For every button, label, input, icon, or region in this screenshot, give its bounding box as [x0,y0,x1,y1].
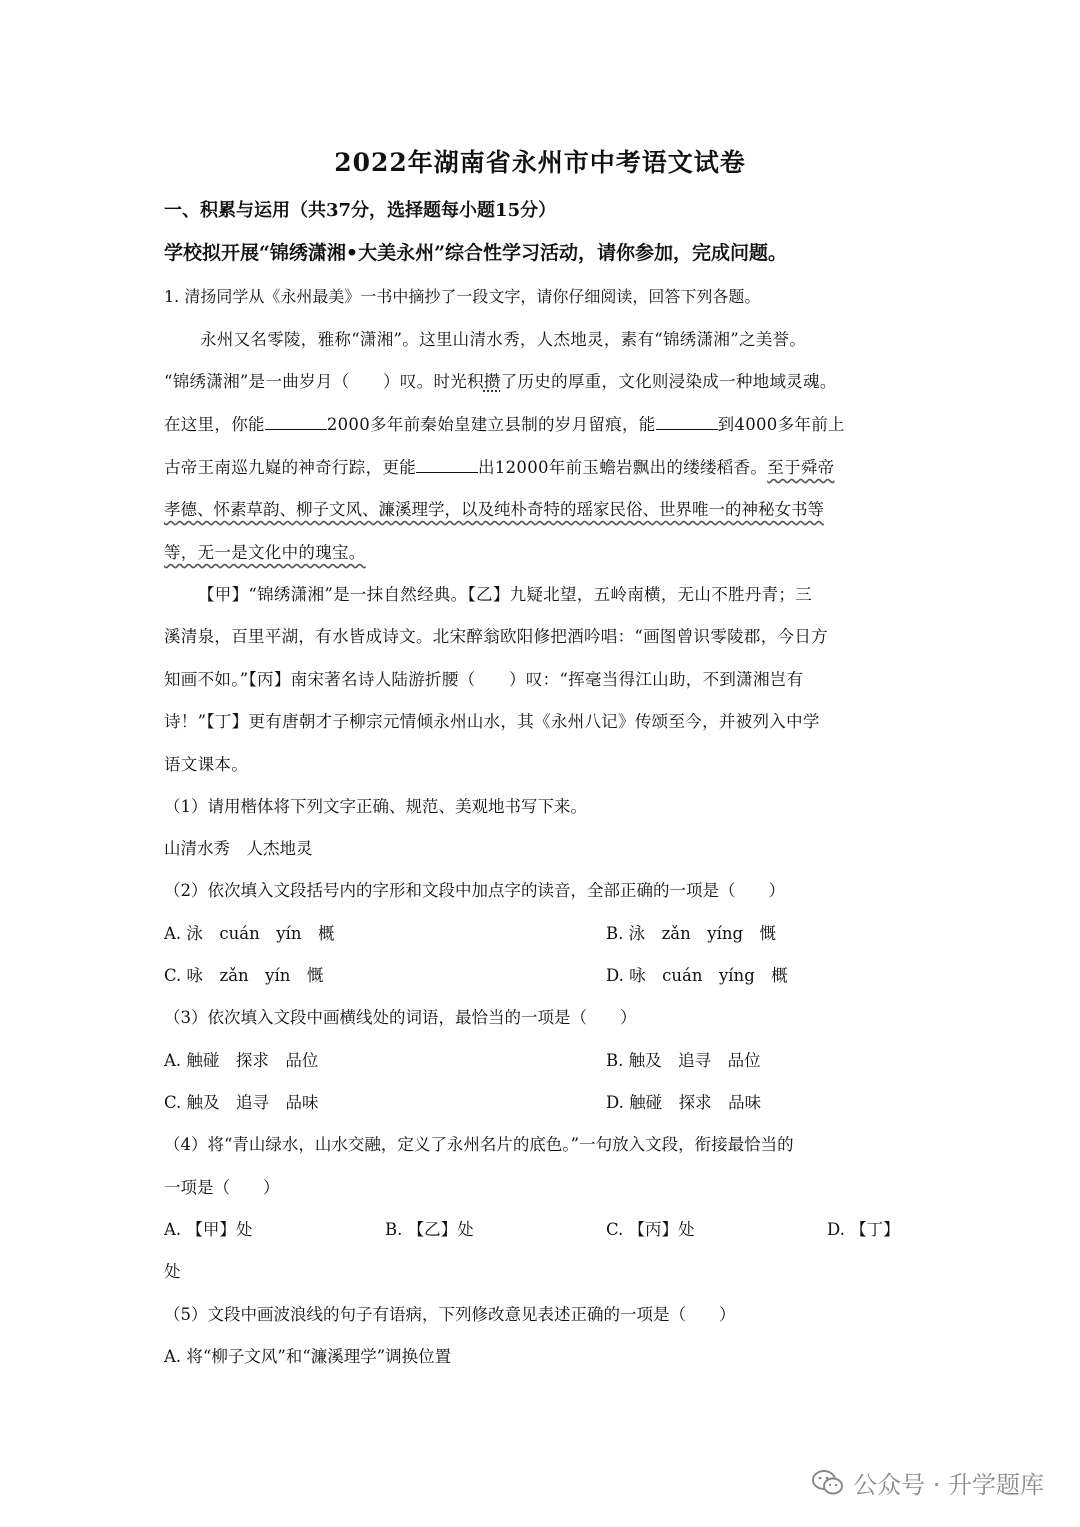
passage-line: 语文课本。 [164,755,248,774]
section-heading: 一、积累与运用（共37分，选择题每小题15分） [164,200,557,221]
option-a[interactable]: A. 泳 cuán yín 概 [164,924,335,943]
wavy-text: 至于舜帝 [767,458,835,477]
option-d[interactable]: D. 触碰 探求 品味 [606,1093,762,1112]
copy-text: 山清水秀 人杰地灵 [164,839,313,858]
subquestion-4: （4）将“青山绿水，山水交融，定义了永州名片的底色。”一句放入文段，衔接最恰当的 [164,1135,794,1154]
passage-text: 出12000年前玉蟾岩飘出的缕缕稻香。 [478,458,768,477]
fill-blank [416,458,478,473]
subquestion-2: （2）依次填入文段括号内的字形和文段中加点字的读音，全部正确的一项是（ ） [164,881,785,900]
wavy-text: 等，无一是文化中的瑰宝。 [164,543,366,562]
passage-line [164,411,924,435]
option-d-wrap: 处 [164,1262,181,1281]
passage-line: 【甲】“锦绣潇湘”是一抹自然经典。【乙】九疑北望，五岭南横，无山不胜丹青；三 [198,585,813,604]
subquestion-4-cont: 一项是（ ） [164,1178,280,1197]
option-b[interactable]: B. 触及 追寻 品位 [606,1051,761,1070]
option-a[interactable]: A. 触碰 探求 品位 [164,1051,319,1070]
activity-intro: 学校拟开展“锦绣潇湘•大美永州”综合性学习活动，请你参加，完成问题。 [164,242,788,264]
wavy-text: 孝德、怀素草韵、柳子文风、濂溪理学，以及纯朴奇特的瑶家民俗、世界唯一的神秘女书等 [164,500,824,519]
option-c[interactable]: C. 咏 zǎn yín 慨 [164,966,324,985]
passage-text: 古帝王南巡九嶷的神奇行踪，更能 [164,458,416,477]
dotted-char: 攒 [483,372,501,391]
option-c[interactable]: C. 【丙】处 [606,1220,695,1239]
option-a[interactable]: A. 【甲】处 [164,1220,253,1239]
fill-blank [265,415,327,430]
passage-line: 溪清泉，百里平湖，有水皆成诗文。北宋醉翁欧阳修把酒吟唱：“画图曾识零陵郡，今日方 [164,627,828,646]
passage-text: 2000多年前秦始皇建立县制的岁月留痕，能 [326,415,656,434]
passage-line: 知画不如。”【丙】南宋著名诗人陆游折腰（ ）叹：“挥毫当得江山助，不到潇湘岂有 [164,670,804,689]
option-b[interactable]: B. 泳 zǎn yíng 慨 [606,924,777,943]
option-d[interactable]: D. 咏 cuán yíng 概 [606,966,788,985]
option-d[interactable]: D. 【丁】 [827,1220,900,1239]
passage-text: 在这里，你能 [164,415,265,434]
passage-line [164,368,924,392]
option-b[interactable]: B. 【乙】处 [385,1220,474,1239]
passage-line: 永州又名零陵，雅称“潇湘”。这里山清水秀，人杰地灵，素有“锦绣潇湘”之美誉。 [200,330,807,349]
passage-text: 了历史的厚重，文化则浸染成一种地域灵魂。 [500,372,837,391]
watermark-text: 公众号 · 升学题库 [853,1471,1044,1499]
subquestion-5: （5）文段中画波浪线的句子有语病，下列修改意见表述正确的一项是（ ） [164,1305,736,1324]
wechat-icon [811,1469,845,1497]
passage-line: 诗！”【丁】更有唐朝才子柳宗元情倾永州山水，其《永州八记》传颂至今，并被列入中学 [164,712,820,731]
subquestion-1: （1）请用楷体将下列文字正确、规范、美观地书写下来。 [164,797,587,816]
watermark [811,1465,1044,1500]
option-a[interactable]: A. 将“柳子文风”和“濂溪理学”调换位置 [164,1347,452,1366]
fill-blank [656,415,718,430]
subquestion-3: （3）依次填入文段中画横线处的词语，最恰当的一项是（ ） [164,1008,637,1027]
passage-text: 到4000多年前上 [717,415,845,434]
passage-line [164,454,924,478]
option-c[interactable]: C. 触及 追寻 品味 [164,1093,319,1112]
question-1: 1. 清扬同学从《永州最美》一书中摘抄了一段文字，请你仔细阅读，回答下列各题。 [164,287,761,306]
passage-text: “锦绣潇湘”是一曲岁月（ ）叹。时光积 [164,372,484,391]
page-title: 2022年湖南省永州市中考语文试卷 [334,148,746,177]
